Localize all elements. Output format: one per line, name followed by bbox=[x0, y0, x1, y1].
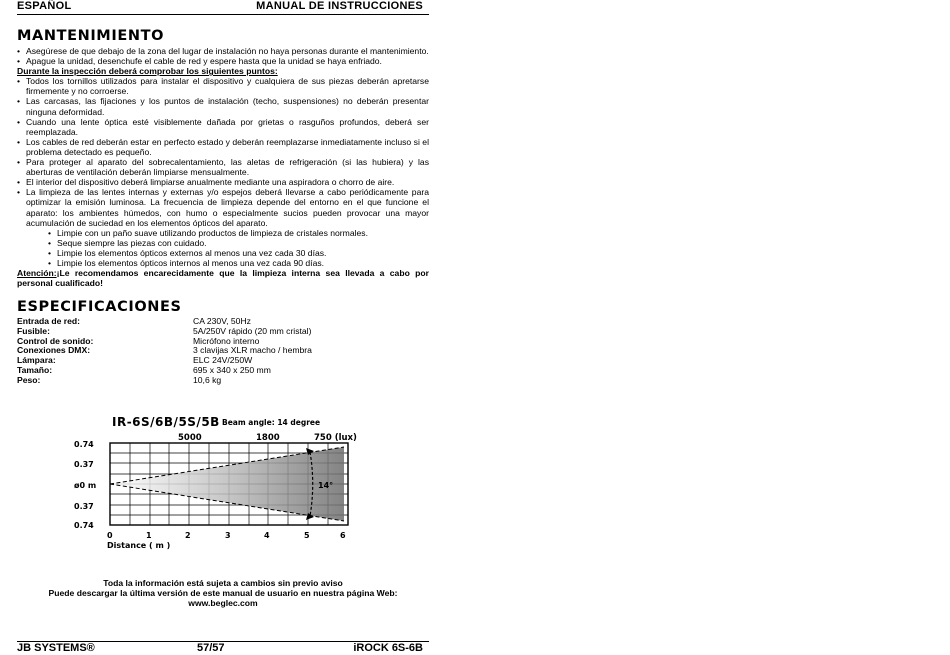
spec-label: Peso: bbox=[17, 374, 41, 385]
list-item: • Cuando una lente óptica esté visiblemente dañada por grietas o rasguños profundos, deberá ser reemplazada. bbox=[17, 117, 429, 137]
inspection-heading: Durante la inspección deberá comprobar los siguientes puntos: bbox=[17, 66, 278, 77]
list-item: • Las carcasas, las fijaciones y los puntos de instalación (techo, suspensiones) no deberán presentar ninguna deformidad. bbox=[17, 96, 429, 116]
list-item: • Los cables de red deberán estar en perfecto estado y deberán reemplazarse inmediatamente incluso si el problema detectado es pequeño. bbox=[17, 137, 429, 157]
spec-value: CA 230V, 50Hz bbox=[193, 316, 251, 326]
list-item: • Seque siempre las piezas con cuidado. bbox=[48, 238, 429, 248]
x-axis-label: Distance ( m ) bbox=[107, 541, 171, 550]
spec-label: Control de sonido: bbox=[17, 335, 94, 346]
spec-value: 5A/250V rápido (20 mm cristal) bbox=[193, 325, 312, 336]
diagram-subtitle: Beam angle: 14 degree bbox=[222, 418, 321, 427]
y-tick-label: ø0 m bbox=[74, 481, 97, 490]
spec-value: ELC 24V/250W bbox=[193, 355, 253, 366]
table-row bbox=[17, 346, 312, 356]
list-item: • Limpie los elementos ópticos externos al menos una vez cada 30 días. bbox=[48, 248, 429, 258]
attention-text: ¡Le recomendamos encarecidamente que la limpieza interna sea llevada a cabo por personal cualificado! bbox=[17, 268, 429, 289]
spec-label: Tamaño: bbox=[17, 364, 53, 375]
beam-angle-diagram bbox=[70, 410, 370, 560]
inspection-bullets bbox=[17, 76, 429, 227]
specs-title: ESPECIFICACIONES bbox=[17, 299, 182, 315]
list-item: • Asegúrese de que debajo de la zona del lugar de instalación no haya personas durante el mantenimiento. bbox=[17, 46, 429, 56]
footer-model: iROCK 6S-6B bbox=[353, 642, 423, 654]
x-tick-label: 5 bbox=[304, 531, 310, 540]
list-item: • La limpieza de las lentes internas y externas y/o espejos deberá llevarse a cabo periódicamente para optimizar la emisión luminosa. La frecuencia de limpieza depende del entorno en el que funcione el aparato: los ambientes húmedos, con humo o especialmente sucios pueden provocar una mayor acumulación de suciedad en los elementos ópticos del aparato. bbox=[17, 187, 429, 227]
specs-section bbox=[17, 317, 429, 386]
attention-note bbox=[17, 268, 429, 288]
diagram-title: IR-6S/6B/5S/5B bbox=[112, 415, 220, 429]
x-tick-label: 2 bbox=[185, 531, 191, 540]
list-item: • Para proteger al aparato del sobrecalentamiento, las aletas de refrigeración (si las hubiera) y las aberturas de ventilación deberán limpiarse mensualmente. bbox=[17, 157, 429, 177]
maintenance-bullets-top bbox=[17, 46, 429, 66]
y-tick-label: 0.74 bbox=[74, 440, 94, 449]
spec-value: Micrófono interno bbox=[193, 335, 260, 346]
footer-line: Toda la información está sujeta a cambios sin previo aviso bbox=[103, 578, 343, 588]
header-language: ESPAÑOL bbox=[17, 0, 72, 12]
y-tick-label: 0.37 bbox=[74, 460, 94, 469]
spec-label: Conexiones DMX: bbox=[17, 345, 91, 356]
footer-notice bbox=[17, 578, 429, 608]
x-tick-label: 6 bbox=[340, 531, 346, 540]
lux-label: 1800 bbox=[256, 433, 280, 443]
spec-value: 10,6 kg bbox=[193, 374, 222, 385]
list-item: • El interior del dispositivo deberá limpiarse anualmente mediante una aspiradora o chorro de aire. bbox=[17, 177, 429, 187]
page-header bbox=[17, 0, 429, 15]
spec-label: Lámpara: bbox=[17, 355, 56, 366]
x-tick-label: 4 bbox=[264, 531, 270, 540]
y-tick-label: 0.74 bbox=[74, 521, 94, 530]
lux-label: 5000 bbox=[178, 433, 202, 443]
list-item: • Apague la unidad, desenchufe el cable de red y espere hasta que la unidad se haya enfriado. bbox=[17, 56, 429, 66]
spec-label: Entrada de red: bbox=[17, 316, 81, 326]
lux-label: 750 (lux) bbox=[314, 433, 357, 443]
footer-website-link[interactable]: www.beglec.com bbox=[188, 598, 258, 608]
spec-value: 3 clavijas XLR macho / hembra bbox=[193, 345, 312, 356]
y-tick-label: 0.37 bbox=[74, 502, 94, 511]
list-item: • Limpie con un paño suave utilizando productos de limpieza de cristales normales. bbox=[48, 228, 429, 238]
table-row bbox=[17, 376, 312, 386]
angle-label: 14° bbox=[318, 481, 334, 490]
x-tick-label: 3 bbox=[225, 531, 231, 540]
footer-page-number: 57/57 bbox=[197, 642, 225, 654]
maintenance-title: MANTENIMIENTO bbox=[17, 28, 164, 44]
list-item: • Limpie los elementos ópticos internos al menos una vez cada 90 días. bbox=[48, 258, 429, 268]
header-manual-title: MANUAL DE INSTRUCCIONES bbox=[256, 0, 423, 12]
list-item: • Todos los tornillos utilizados para instalar el dispositivo y cualquiera de sus piezas deberán apretarse firmemente y no corroerse. bbox=[17, 76, 429, 96]
spec-label: Fusible: bbox=[17, 325, 50, 336]
footer-line: Puede descargar la última versión de este manual de usuario en nuestra página Web: bbox=[48, 588, 398, 598]
spec-value: 695 x 340 x 250 mm bbox=[193, 364, 271, 375]
x-tick-label: 0 bbox=[107, 531, 113, 540]
x-tick-label: 1 bbox=[146, 531, 152, 540]
specs-table bbox=[17, 317, 312, 386]
maintenance-section bbox=[17, 46, 429, 288]
table-row bbox=[17, 366, 312, 376]
cleaning-sub-bullets bbox=[17, 228, 429, 268]
attention-label: Atención: bbox=[17, 268, 57, 279]
footer-brand: JB SYSTEMS® bbox=[17, 642, 95, 654]
page-footer bbox=[17, 641, 429, 655]
